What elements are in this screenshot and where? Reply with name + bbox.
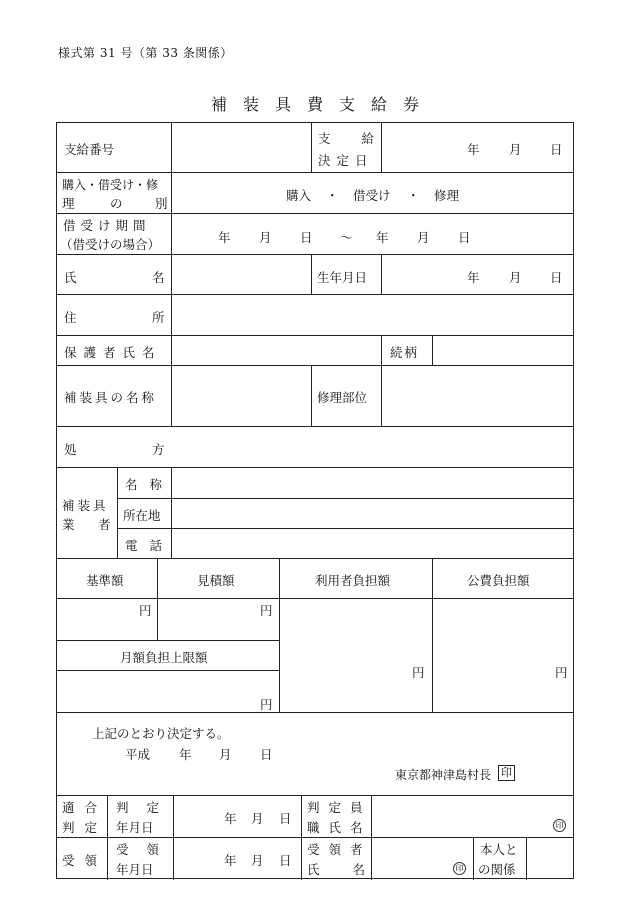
- kariuke-y1: 年: [218, 230, 231, 245]
- date-kettei-m: 月: [509, 142, 522, 157]
- date-birth-d: 日: [550, 270, 563, 285]
- label-shoho-b: 方: [152, 442, 165, 457]
- decision-seal: 印: [498, 764, 515, 781]
- yen-mitsumori: 円: [260, 603, 273, 618]
- label-shikyu-kettei-1: 支 給: [318, 131, 374, 146]
- label-kounyu-1: 購入・借受け・修: [62, 178, 159, 192]
- label-juryo-ymd-1: 受領: [116, 842, 178, 857]
- label-juryosha-2: 氏 名: [307, 862, 365, 877]
- label-shikyu-bango: 支給番号: [64, 142, 115, 157]
- label-gyosha-name: 名称: [125, 477, 175, 492]
- label-kariuke-2: （借受けの場合）: [60, 237, 161, 252]
- label-hanteiin-2: 職氏名: [307, 820, 372, 835]
- label-juryosha-1: 受領者: [307, 842, 372, 857]
- label-seinengappi: 生年月日: [317, 270, 368, 285]
- label-getsugaku: 月額負担上限額: [120, 650, 208, 665]
- yen-riyousha: 円: [412, 665, 425, 680]
- option-shuri: 修理: [434, 188, 460, 203]
- label-juryo-ymd-2: 年月日: [116, 862, 154, 877]
- hantei-d: 日: [279, 811, 292, 826]
- label-kounyu-2b: の: [110, 196, 123, 211]
- label-kouhi: 公費負担額: [467, 573, 530, 588]
- label-mitsumori: 見積額: [197, 573, 235, 588]
- date-kettei-d: 日: [550, 142, 563, 157]
- option-kounyu: 購入: [286, 188, 312, 203]
- decision-text: 上記のとおり決定する。: [92, 726, 230, 741]
- kariuke-d1: 日: [300, 230, 313, 245]
- juryo-y: 年: [224, 853, 237, 868]
- label-gyosha-addr: 所在地: [123, 508, 161, 523]
- label-kariuke-1: 借受け期間: [63, 218, 151, 233]
- decision-d: 日: [260, 747, 273, 762]
- label-tekigo-1: 適合: [62, 800, 108, 815]
- yen-kijun: 円: [139, 603, 152, 618]
- option-sep-2: ・: [407, 188, 420, 203]
- kariuke-m2: 月: [417, 230, 430, 245]
- option-kariuke: 借受け: [353, 188, 391, 203]
- date-birth-y: 年: [467, 270, 480, 285]
- juryo-d: 日: [279, 853, 292, 868]
- label-tekigo-2: 判定: [62, 820, 108, 835]
- decision-y: 年: [179, 747, 192, 762]
- kariuke-d2: 日: [458, 230, 471, 245]
- form-title: 補装具費支給券: [210, 95, 435, 114]
- option-sep-1: ・: [326, 188, 339, 203]
- decision-m: 月: [219, 747, 232, 762]
- label-hogosha: 保護者氏名: [64, 345, 162, 360]
- label-zokugara: 続柄: [390, 345, 420, 360]
- label-riyousha: 利用者負担額: [315, 573, 391, 588]
- label-gyosha-2b: 者: [98, 517, 111, 532]
- label-hosougu-meisho: 補装具の名称: [64, 390, 158, 405]
- kariuke-tilde: ～: [340, 230, 353, 245]
- date-kettei-y: 年: [467, 142, 480, 157]
- hantei-m: 月: [251, 811, 264, 826]
- label-shoho-a: 処: [64, 442, 77, 457]
- label-jusho-b: 所: [152, 310, 165, 325]
- label-shikyu-kettei-2: 決定日: [318, 153, 374, 168]
- label-honnin-2: の関係: [478, 862, 516, 877]
- kariuke-y2: 年: [376, 230, 389, 245]
- label-shuri-bui: 修理部位: [317, 390, 368, 405]
- hantei-y: 年: [224, 811, 237, 826]
- label-kounyu-2c: 別: [155, 196, 168, 211]
- seal-mark-juryosha: 印: [453, 862, 466, 875]
- decision-issuer: 東京都神津島村長: [395, 768, 492, 782]
- yen-getsugaku: 円: [260, 697, 273, 712]
- label-shimei-b: 名: [152, 270, 165, 285]
- label-gyosha-1: 補装具: [62, 498, 109, 513]
- label-hantei-1: 判定: [116, 800, 178, 815]
- label-hanteiin-1: 判定員: [307, 800, 372, 815]
- kariuke-m1: 月: [259, 230, 272, 245]
- seal-mark-hanteiin: 印: [553, 819, 566, 832]
- label-shimei-a: 氏: [64, 270, 77, 285]
- label-gyosha-tel: 電話: [125, 538, 175, 553]
- label-honnin-1: 本人と: [480, 842, 518, 857]
- label-juryo: 受領: [62, 853, 108, 868]
- label-kounyu-2a: 理: [62, 196, 75, 211]
- yen-kouhi: 円: [555, 665, 568, 680]
- date-birth-m: 月: [509, 270, 522, 285]
- label-hantei-2: 年月日: [116, 820, 154, 835]
- decision-era: 平成: [125, 747, 151, 762]
- label-jusho-a: 住: [64, 310, 77, 325]
- juryo-m: 月: [251, 853, 264, 868]
- label-kijungaku: 基準額: [86, 573, 124, 588]
- form-number: 様式第 31 号（第 33 条関係）: [58, 46, 233, 60]
- label-gyosha-2a: 業: [62, 517, 75, 532]
